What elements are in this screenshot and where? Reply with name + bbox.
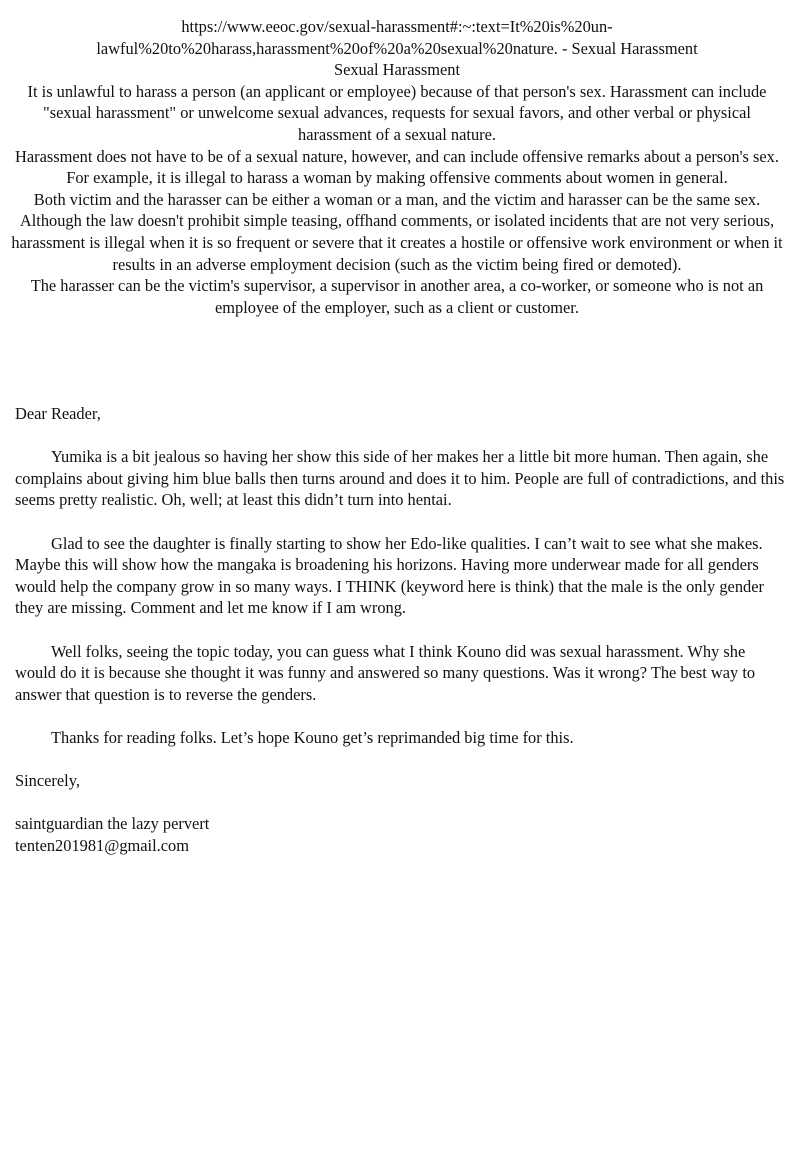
letter-paragraph: Glad to see the daughter is finally starting to show her Edo-like qualities. I can’t wait to see what she makes. Maybe this will show how the mangaka is broadening his horizons. Having more underwear made for all genders would help the company grow in so many ways. I THINK (keyword here is think) that the male is the only gender they are missing. Comment and let me know if I am wrong.: [15, 533, 764, 618]
quote-paragraph: It is unlawful to harass a person (an applicant or employee) because of that person's sex. Harassment can include "sexual harassment" or unwelcome sexual advances, requests for sexual favors, and other verbal or physical harassment of a sexual nature.: [27, 81, 767, 144]
letter-paragraph: Thanks for reading folks. Let’s hope Kouno get’s reprimanded big time for this.: [51, 727, 574, 747]
letter-closing: Sincerely,: [15, 771, 80, 791]
letter-greeting: Dear Reader,: [15, 404, 101, 423]
quote-paragraph: Both victim and the harasser can be either a woman or a man, and the victim and harasser can be the same sex.: [33, 189, 761, 209]
letter-paragraph: Yumika is a bit jealous so having her show this side of her makes her a little bit more human. Then again, she complains about giving him blue balls then turns around and does it to him. People are full of contradictions, and this seems pretty realistic. Oh, well; at least this didn’t turn into hentai.: [15, 447, 785, 510]
source-url-line-2: lawful%20to%20harass,harassment%20of%20a%20sexual%20nature. - Sexual Harassment: [96, 38, 698, 58]
letter-body: [15, 403, 785, 856]
signature-email: tenten201981@gmail.com: [15, 835, 189, 855]
quote-paragraph: Harassment does not have to be of a sexual nature, however, and can include offensive remarks about a person's sex. For example, it is illegal to harass a woman by making offensive comments about women in general.: [15, 146, 779, 188]
letter-paragraph: Well folks, seeing the topic today, you can guess what I think Kouno did was sexual harassment. Why she would do it is because she thought it was funny and answered so many questions. Was it wrong? The best way to answer that question is to reverse the genders.: [15, 641, 756, 704]
quoted-source-block: [10, 16, 784, 318]
quote-paragraph: Although the law doesn't prohibit simple teasing, offhand comments, or isolated incidents that are not very serious, harassment is illegal when it is so frequent or severe that it creates a hostile or offensive work environment or when it results in an adverse employment decision (such as the victim being fired or demoted).: [11, 211, 783, 274]
signature-name: saintguardian the lazy pervert: [15, 814, 210, 834]
quote-title: Sexual Harassment: [333, 60, 461, 80]
source-url-line-1: https://www.eeoc.gov/sexual-harassment#:~:text=It%20is%20un-: [181, 17, 613, 36]
quote-paragraph: The harasser can be the victim's supervisor, a supervisor in another area, a co-worker, or someone who is not an employee of the employer, such as a client or customer.: [30, 276, 764, 317]
